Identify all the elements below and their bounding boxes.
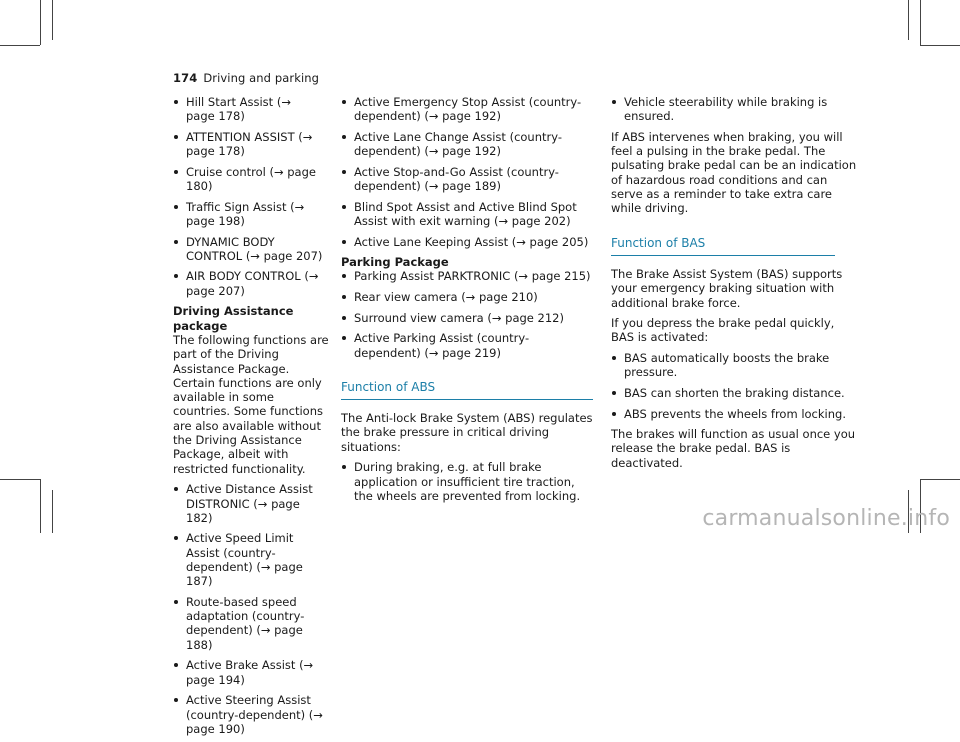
list-item: Blind Spot Assist and Active Blind Spot Assist with exit warning (→ page 202): [341, 200, 593, 229]
crop-mark: [52, 0, 53, 40]
list-item: Route-based speed adaptation (country-dependent) (→ page 188): [173, 595, 323, 652]
section-title-abs: Function of ABS: [341, 380, 593, 400]
list-item: Active Lane Change Assist (country-dependent) (→ page 192): [341, 130, 593, 159]
chapter-title: Driving and parking: [203, 71, 320, 85]
list-item: Active Parking Assist (country-dependent) (→ page 219): [341, 331, 593, 360]
list-item: BAS automatically boosts the brake pressure.: [611, 351, 861, 380]
subheading-driving-assistance: Driving Assistance package: [173, 304, 294, 333]
page-number: 174: [173, 71, 198, 85]
list-item: DYNAMIC BODY CONTROL (→ page 207): [173, 235, 323, 264]
crop-mark: [920, 0, 921, 45]
crop-mark: [920, 479, 960, 480]
crop-mark: [0, 479, 40, 480]
crop-mark: [40, 479, 41, 533]
feature-list: [341, 460, 593, 503]
crop-mark: [920, 45, 960, 46]
section-title-bas: Function of BAS: [611, 236, 835, 256]
list-item: Cruise control (→ page 180): [173, 165, 323, 194]
column-middle: [341, 95, 593, 510]
crop-mark: [40, 0, 41, 45]
list-item: Vehicle steerability while braking is ensured.: [611, 95, 861, 124]
list-item: Surround view camera (→ page 212): [341, 311, 593, 325]
list-item: Active Brake Assist (→ page 194): [173, 658, 323, 687]
list-item: ABS prevents the wheels from locking.: [611, 407, 861, 421]
crop-mark: [52, 490, 53, 533]
list-item: AIR BODY CONTROL (→ page 207): [173, 269, 323, 298]
paragraph: If you depress the brake pedal quickly, BAS is activated:: [611, 316, 835, 345]
list-item: Rear view camera (→ page 210): [341, 290, 593, 304]
paragraph: If ABS intervenes when braking, you will feel a pulsing in the brake pedal. The pulsating brake pedal can be an indication of hazardous road conditions and can serve as a reminder to take extra care while driving.: [611, 129, 857, 216]
watermark: carmanualsonline.info: [702, 506, 950, 531]
list-item: Traffic Sign Assist (→ page 198): [173, 200, 323, 229]
list-item: Active Distance Assist DISTRONIC (→ page 182): [173, 482, 323, 525]
feature-list: [341, 269, 593, 359]
paragraph: The following functions are part of the Driving Assistance Package. Certain functions are only available in some countries. Some functions are also available without the Driving Assistance Package, albeit with restricted functionality.: [173, 332, 329, 476]
feature-list: [611, 95, 861, 124]
list-item: Active Steering Assist (country-dependent) (→ page 190): [173, 693, 323, 736]
feature-list: [173, 482, 323, 736]
list-item: Hill Start Assist (→ page 178): [173, 95, 323, 124]
page-header: [173, 71, 319, 85]
feature-list: [173, 95, 323, 298]
subheading-parking-package: Parking Package: [341, 255, 449, 270]
list-item: During braking, e.g. at full brake application or insufficient tire traction, the wheels are prevented from locking.: [341, 460, 593, 503]
feature-list: [341, 95, 593, 249]
list-item: Active Emergency Stop Assist (country-dependent) (→ page 192): [341, 95, 593, 124]
paragraph: The Brake Assist System (BAS) supports your emergency braking situation with additional brake force.: [611, 266, 843, 310]
feature-list: [611, 351, 861, 421]
list-item: Active Stop-and-Go Assist (country-dependent) (→ page 189): [341, 165, 593, 194]
list-item: Active Speed Limit Assist (country-dependent) (→ page 187): [173, 531, 323, 588]
list-item: Active Lane Keeping Assist (→ page 205): [341, 235, 593, 249]
column-left: [173, 95, 329, 742]
crop-mark: [0, 45, 40, 46]
list-item: ATTENTION ASSIST (→ page 178): [173, 130, 323, 159]
paragraph: The Anti-lock Brake System (ABS) regulates the brake pressure in critical driving situations:: [341, 411, 593, 454]
column-right: [611, 95, 861, 476]
list-item: BAS can shorten the braking distance.: [611, 386, 861, 400]
crop-mark: [908, 0, 909, 40]
list-item: Parking Assist PARKTRONIC (→ page 215): [341, 269, 593, 283]
paragraph: The brakes will function as usual once you release the brake pedal. BAS is deactivated.: [611, 427, 856, 470]
